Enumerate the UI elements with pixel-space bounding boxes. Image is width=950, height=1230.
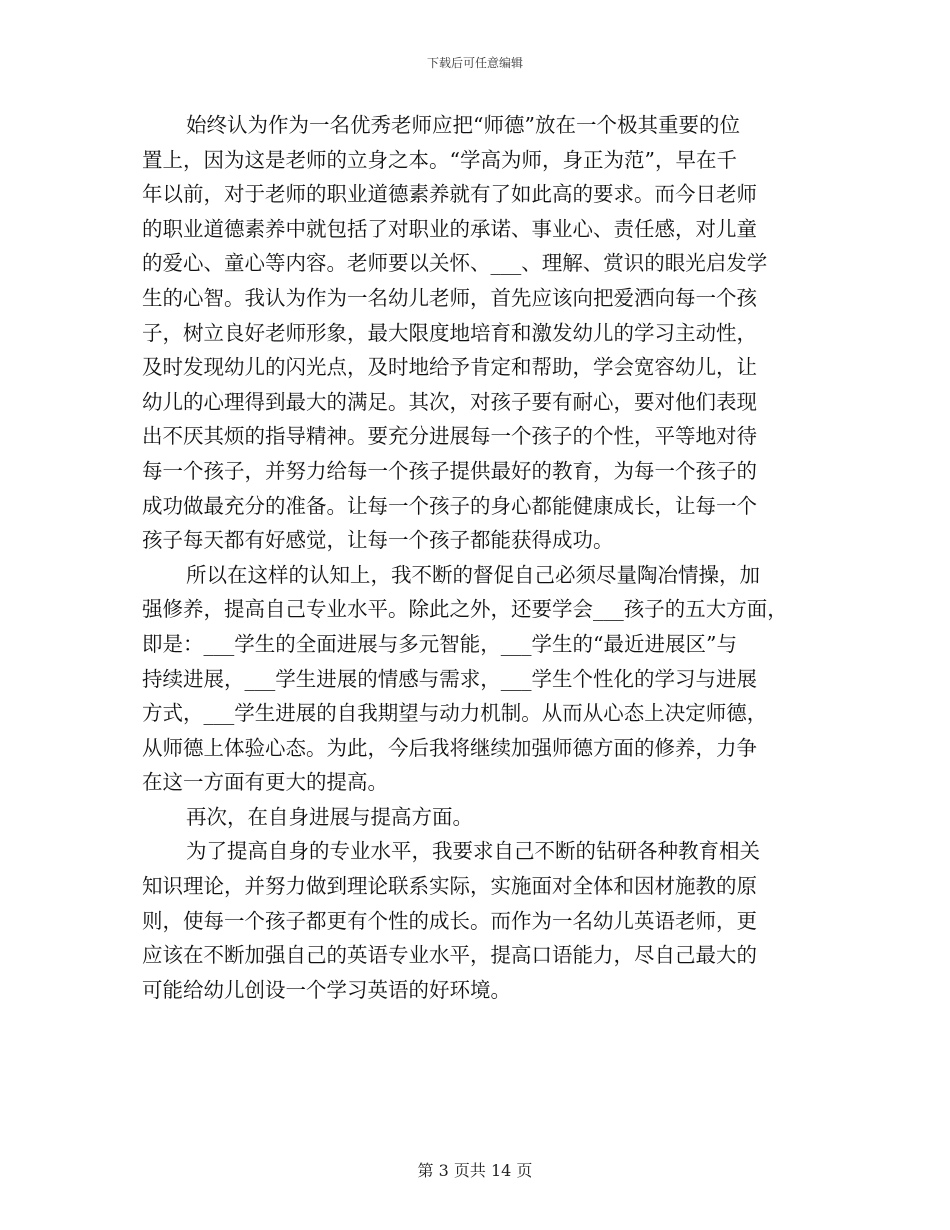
text-line: 持续进展，___学生进展的情感与需求，___学生个性化的学习与进展 <box>142 666 757 691</box>
text-line: 始终认为作为一名优秀老师应把“师德”放在一个极其重要的位 <box>186 113 740 137</box>
text-line: 置上，因为这是老师的立身之本。“学高为师，身正为范”，早在千 <box>142 147 737 172</box>
text-line: 强修养，提高自己专业水平。除此之外，还要学会___孩子的五大方面， <box>142 597 788 622</box>
text-line: 每一个孩子，并努力给每一个孩子提供最好的教育，为每一个孩子的 <box>142 458 757 483</box>
text-line: 成功做最充分的准备。让每一个孩子的身心都能健康成长，让每一个 <box>142 493 757 518</box>
text-line: 可能给幼儿创设一个学习英语的好环境。 <box>142 977 511 1002</box>
text-line: 为了提高自身的专业水平，我要求自己不断的钻研各种教育相关 <box>186 839 760 864</box>
document-body <box>142 108 822 1007</box>
page-footer: 第 3 页共 14 页 <box>417 1161 533 1180</box>
text-line: 的爱心、童心等内容。老师要以关怀、___、理解、赏识的眼光启发学 <box>142 251 768 276</box>
text-line: 知识理论，并努力做到理论联系实际，实施面对全体和因材施教的原 <box>142 874 757 899</box>
text-line: 年以前，对于老师的职业道德素养就有了如此高的要求。而今日老师 <box>142 182 757 207</box>
text-line: 幼儿的心理得到最大的满足。其次，对孩子要有耐心，要对他们表现 <box>142 389 757 414</box>
text-line: 从师德上体验心态。为此，今后我将继续加强师德方面的修养，力争 <box>142 735 757 760</box>
text-line: 及时发现幼儿的闪光点，及时地给予肯定和帮助，学会宽容幼儿，让 <box>142 355 757 380</box>
text-line: 即是：___学生的全面进展与多元智能，___学生的“最近进展区”与 <box>142 631 737 656</box>
text-line: 所以在这样的认知上，我不断的督促自己必须尽量陶冶情操，加 <box>186 562 760 587</box>
page-header: 下载后可任意编辑 <box>426 56 523 70</box>
text-line: 孩子每天都有好感觉，让每一个孩子都能获得成功。 <box>142 528 614 553</box>
text-line: 则，使每一个孩子都更有个性的成长。而作为一名幼儿英语老师，更 <box>142 908 757 933</box>
text-line: 应该在不断加强自己的英语专业水平，提高口语能力，尽自己最大的 <box>142 943 757 968</box>
text-line: 再次，在自身进展与提高方面。 <box>186 804 473 829</box>
text-line: 方式，___学生进展的自我期望与动力机制。从而从心态上决定师德， <box>142 701 768 726</box>
text-line: 在这一方面有更大的提高。 <box>142 770 388 795</box>
text-line: 子，树立良好老师形象，最大限度地培育和激发幼儿的学习主动性， <box>142 320 757 345</box>
text-line: 出不厌其烦的指导精神。要充分进展每一个孩子的个性，平等地对待 <box>142 424 757 449</box>
text-line: 的职业道德素养中就包括了对职业的承诺、事业心、责任感，对儿童 <box>142 216 757 241</box>
text-line: 生的心智。我认为作为一名幼儿老师，首先应该向把爱洒向每一个孩 <box>142 285 757 310</box>
